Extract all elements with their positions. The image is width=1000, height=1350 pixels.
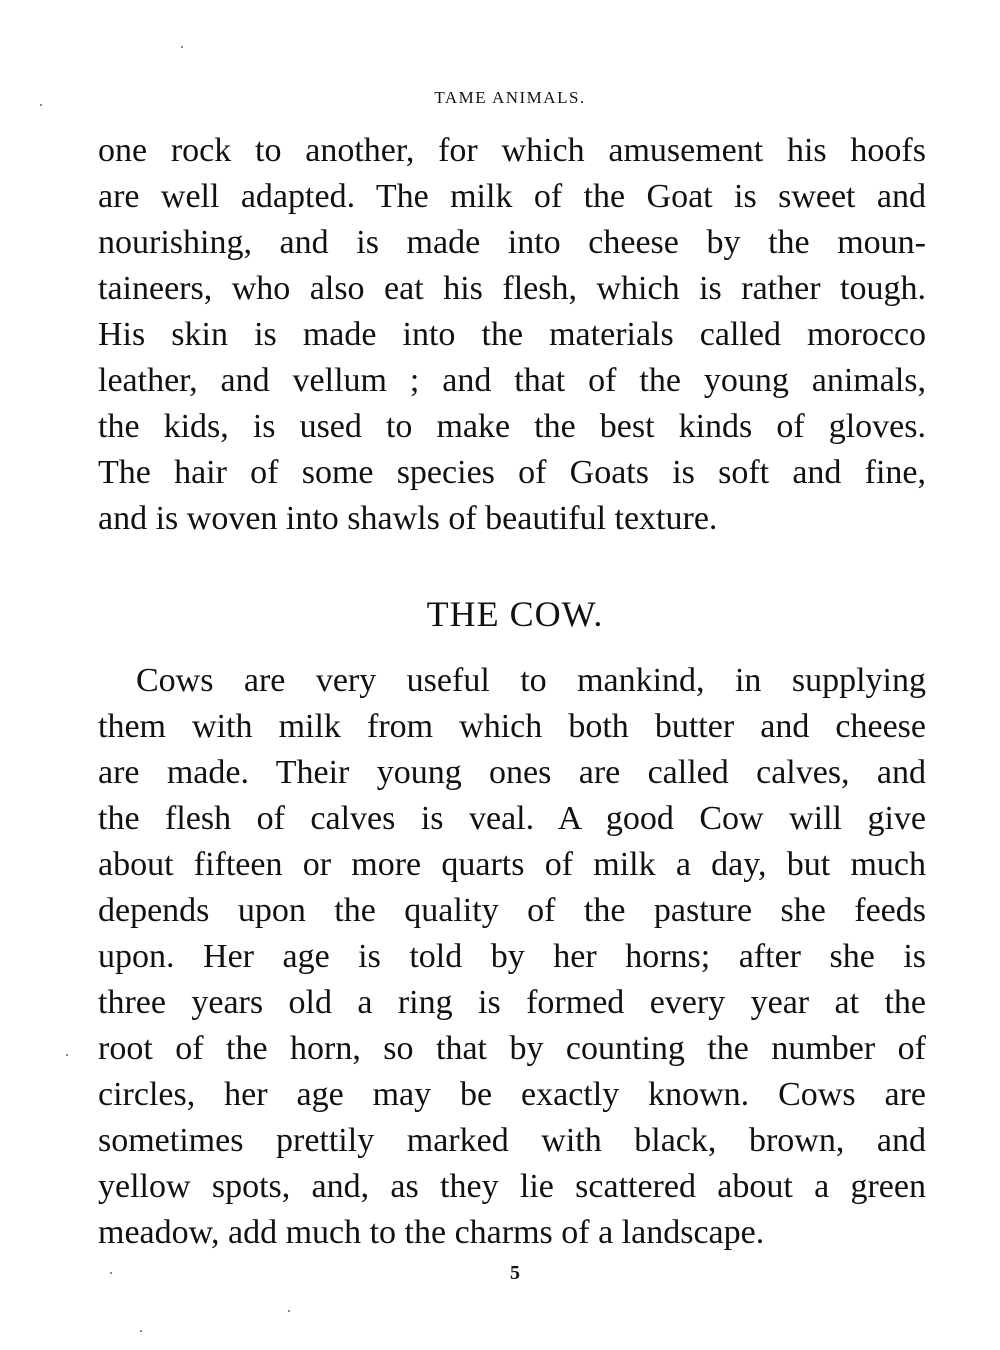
text-line: are made. Their young ones are called calves, and [98,754,926,791]
text-line: the flesh of calves is veal. A good Cow will give [98,800,926,837]
text-line: one rock to another, for which amusement his hoofs [98,132,926,169]
text-line: yellow spots, and, as they lie scattered about a green [98,1168,926,1205]
text-line: and is woven into shawls of beautiful texture. [98,500,718,537]
paragraph-goat [98,128,926,542]
text-line: upon. Her age is told by her horns; after she is [98,938,926,975]
running-head: TAME ANIMALS. [434,88,586,107]
paper-speck [40,104,42,106]
text-line: meadow, add much to the charms of a landscape. [98,1214,765,1251]
text-line: nourishing, and is made into cheese by the moun- [98,224,926,261]
text-line: sometimes prettily marked with black, brown, and [98,1122,926,1159]
text-line: circles, her age may be exactly known. Cows are [98,1076,926,1113]
paper-speck [181,46,183,48]
text-line: root of the horn, so that by counting the number of [98,1030,926,1067]
text-line: three years old a ring is formed every year at the [98,984,926,1021]
paper-speck [66,1054,68,1056]
text-line: them with milk from which both butter and cheese [98,708,926,745]
text-line: Cows are very useful to mankind, in supplying [136,662,926,699]
text-line: leather, and vellum ; and that of the young animals, [98,362,926,399]
text-line: the kids, is used to make the best kinds of gloves. [98,408,926,445]
paper-speck [288,1310,290,1312]
paper-speck [140,1330,142,1332]
page-number: 5 [510,1262,520,1284]
text-line: are well adapted. The milk of the Goat is sweet and [98,178,926,215]
section-heading: THE COW. [426,594,604,634]
text-line: depends upon the quality of the pasture she feeds [98,892,926,929]
paper-speck [110,1272,112,1274]
text-line: The hair of some species of Goats is soft and fine, [98,454,926,491]
text-line: taineers, who also eat his flesh, which is rather tough. [98,270,926,307]
text-line: His skin is made into the materials called morocco [98,316,926,353]
text-line: about fifteen or more quarts of milk a day, but much [98,846,926,883]
paragraph-cow [98,658,926,1256]
